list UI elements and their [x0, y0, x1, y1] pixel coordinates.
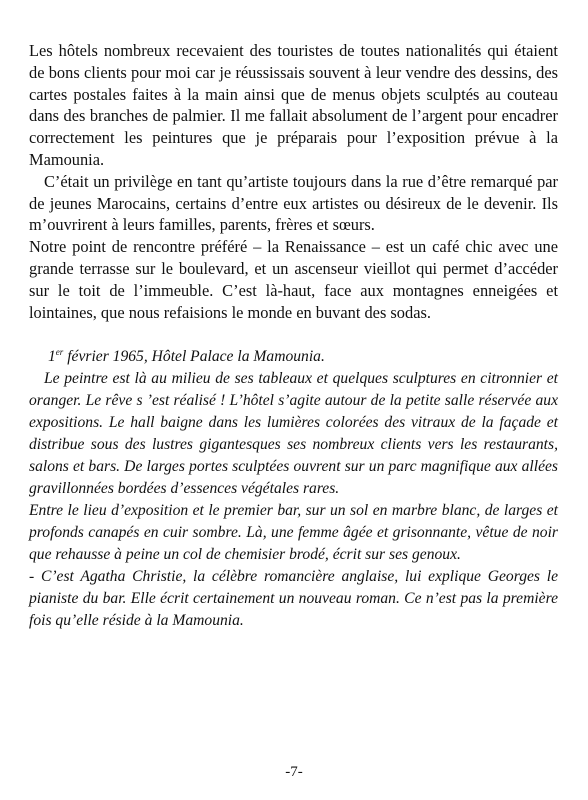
journal-paragraph-painter: Le peintre est là au milieu de ses tableaux et quelques sculptures en citronnier et oranger. Le rêve s ’est réalisé ! L’hôtel s’agite autour de la petite salle réservée aux expositions. Le hall baigne dans les lumières colorées des vitraux de la façade et distribue sous des lustres gigantesques ses nombreux clients vers les restaurants, salons et bars. De larges portes sculptées ouvrent sur un parc magnifique aux allées gravillonnées bordées d’essences végétales rares.	[29, 370, 558, 498]
date-superscript: er	[55, 347, 64, 358]
journal-paragraph-lounge: Entre le lieu d’exposition et le premier bar, sur un sol en marbre blanc, de larges et profonds canapés en cuir sombre. Là, une femme âgée et grisonnante, vêtue de noir que rehausse à peine un col de chemisier brodé, écrit sur ses genoux.	[29, 502, 558, 564]
narrative-section	[29, 40, 558, 323]
page-number: -7-	[285, 764, 303, 780]
journal-date-heading	[29, 346, 558, 368]
paragraph-privilege: C’était un privilège en tant qu’artiste toujours dans la rue d’être remarqué par de jeunes Marocains, certains d’entre eux artistes ou désireux de le devenir. Ils m’ouvrirent à leurs familles, parents, frères et sœurs.	[29, 171, 558, 235]
date-day: 1	[48, 348, 56, 366]
journal-section	[29, 346, 558, 632]
paragraph-renaissance: Notre point de rencontre préféré – la Renaissance – est un café chic avec une grande terrasse sur le boulevard, et un ascenseur vieillot qui permet d’accéder sur le toit de l’immeuble. C’est là-haut, face aux montagnes enneigées et lointaines, que nous refaisions le monde en buvant des sodas.	[29, 237, 558, 322]
journal-paragraph-agatha: - C’est Agatha Christie, la célèbre romancière anglaise, lui explique Georges le pianiste du bar. Elle écrit certainement un nouveau roman. Ce n’est pas la première fois qu’elle réside à la Mamounia.	[29, 568, 558, 630]
date-rest: février 1965, Hôtel Palace la Mamounia.	[63, 348, 325, 366]
paragraph-hotels: Les hôtels nombreux recevaient des touristes de toutes nationalités qui étaient de bons clients pour moi car je réussissais souvent à leur vendre des dessins, des cartes postales faites à la main ainsi que de menus objets sculptés au couteau dans des branches de palmier. Il me fallait absolument de l’argent pour encadrer correctement les peintures que je préparais pour l’exposition prévue à la Mamounia.	[29, 41, 558, 169]
